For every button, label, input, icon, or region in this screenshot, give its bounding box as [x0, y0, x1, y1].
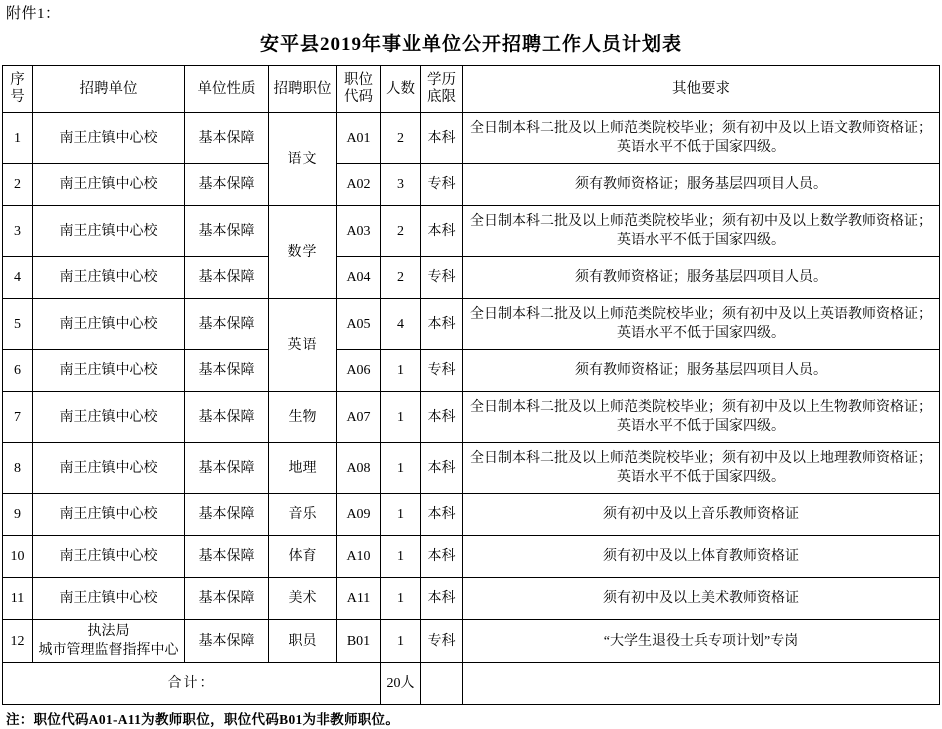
table-row: [3, 392, 940, 443]
cell-nature: 基本保障: [185, 494, 269, 536]
cell-code: A03: [337, 206, 381, 257]
cell-post-merged-chinese: 语文: [269, 113, 337, 206]
header-education: [421, 66, 463, 113]
cell-nature: 基本保障: [185, 392, 269, 443]
cell-number: 2: [381, 113, 421, 164]
cell-code: A10: [337, 536, 381, 578]
cell-nature: 基本保障: [185, 113, 269, 164]
cell-education: 专科: [421, 164, 463, 206]
header-seq-text: 序号: [10, 71, 25, 105]
cell-code: B01: [337, 620, 381, 663]
cell-seq: 1: [3, 113, 33, 164]
cell-education: 本科: [421, 206, 463, 257]
cell-education: 本科: [421, 443, 463, 494]
header-code-text: 职位代码: [344, 71, 373, 105]
cell-education: 专科: [421, 350, 463, 392]
total-value: 20人: [381, 663, 421, 705]
cell-number: 1: [381, 350, 421, 392]
cell-number: 3: [381, 164, 421, 206]
cell-education: 本科: [421, 113, 463, 164]
table-row: [3, 494, 940, 536]
cell-unit: 南王庄镇中心校: [33, 113, 185, 164]
cell-other: 全日制本科二批及以上师范类院校毕业；须有初中及以上英语教师资格证；英语水平不低于国家四级。: [463, 299, 940, 350]
cell-code: A07: [337, 392, 381, 443]
cell-nature: 基本保障: [185, 164, 269, 206]
cell-code: A09: [337, 494, 381, 536]
cell-nature: 基本保障: [185, 257, 269, 299]
cell-seq: 9: [3, 494, 33, 536]
cell-seq: 8: [3, 443, 33, 494]
table-row: [3, 164, 940, 206]
cell-code: A08: [337, 443, 381, 494]
cell-education: 本科: [421, 494, 463, 536]
total-other-empty: [463, 663, 940, 705]
cell-number: 2: [381, 206, 421, 257]
header-code: [337, 66, 381, 113]
cell-seq: 2: [3, 164, 33, 206]
cell-nature: 基本保障: [185, 350, 269, 392]
cell-unit: 南王庄镇中心校: [33, 257, 185, 299]
total-label: 合计：: [3, 663, 381, 705]
cell-nature: 基本保障: [185, 578, 269, 620]
cell-education: 专科: [421, 620, 463, 663]
cell-number: 1: [381, 392, 421, 443]
cell-post-merged-math: 数学: [269, 206, 337, 299]
cell-other: 须有初中及以上美术教师资格证: [463, 578, 940, 620]
cell-other: 须有教师资格证；服务基层四项目人员。: [463, 257, 940, 299]
attachment-label: 附件1：: [6, 6, 61, 22]
cell-post-merged-english: 英语: [269, 299, 337, 392]
cell-seq: 12: [3, 620, 33, 663]
cell-post: 地理: [269, 443, 337, 494]
cell-code: A06: [337, 350, 381, 392]
cell-other: 须有初中及以上音乐教师资格证: [463, 494, 940, 536]
cell-unit: 南王庄镇中心校: [33, 536, 185, 578]
cell-nature: 基本保障: [185, 620, 269, 663]
cell-unit: 南王庄镇中心校: [33, 578, 185, 620]
cell-education: 专科: [421, 257, 463, 299]
cell-other: “大学生退役士兵专项计划”专岗: [463, 620, 940, 663]
cell-seq: 11: [3, 578, 33, 620]
cell-seq: 10: [3, 536, 33, 578]
cell-education: 本科: [421, 578, 463, 620]
cell-nature: 基本保障: [185, 536, 269, 578]
cell-unit: 南王庄镇中心校: [33, 299, 185, 350]
cell-seq: 5: [3, 299, 33, 350]
cell-unit: 南王庄镇中心校: [33, 392, 185, 443]
table-total-row: [3, 663, 940, 705]
cell-other: 须有教师资格证；服务基层四项目人员。: [463, 350, 940, 392]
cell-other: 全日制本科二批及以上师范类院校毕业；须有初中及以上数学教师资格证；英语水平不低于国家四级。: [463, 206, 940, 257]
cell-unit-line1: 执法局: [87, 624, 130, 639]
cell-seq: 3: [3, 206, 33, 257]
table-row: [3, 443, 940, 494]
cell-unit: 南王庄镇中心校: [33, 350, 185, 392]
cell-number: 1: [381, 494, 421, 536]
cell-post: 职员: [269, 620, 337, 663]
header-other: 其他要求: [463, 66, 940, 113]
header-number: 人数: [381, 66, 421, 113]
cell-post: 体育: [269, 536, 337, 578]
header-nature: 单位性质: [185, 66, 269, 113]
cell-seq: 7: [3, 392, 33, 443]
cell-other: 须有初中及以上体育教师资格证: [463, 536, 940, 578]
cell-number: 4: [381, 299, 421, 350]
cell-seq: 4: [3, 257, 33, 299]
table-row: [3, 578, 940, 620]
cell-number: 1: [381, 536, 421, 578]
cell-nature: 基本保障: [185, 299, 269, 350]
header-unit: 招聘单位: [33, 66, 185, 113]
table-row: [3, 206, 940, 257]
table-note: 注：职位代码A01-A11为教师职位，职位代码B01为非教师职位。: [6, 712, 400, 727]
cell-other: 须有教师资格证；服务基层四项目人员。: [463, 164, 940, 206]
cell-code: A01: [337, 113, 381, 164]
header-post: 招聘职位: [269, 66, 337, 113]
cell-code: A05: [337, 299, 381, 350]
cell-unit: 南王庄镇中心校: [33, 443, 185, 494]
cell-nature: 基本保障: [185, 206, 269, 257]
cell-unit: 南王庄镇中心校: [33, 494, 185, 536]
cell-seq: 6: [3, 350, 33, 392]
cell-code: A02: [337, 164, 381, 206]
cell-number: 2: [381, 257, 421, 299]
cell-education: 本科: [421, 299, 463, 350]
cell-other: 全日制本科二批及以上师范类院校毕业；须有初中及以上地理教师资格证；英语水平不低于国家四级。: [463, 443, 940, 494]
cell-number: 1: [381, 578, 421, 620]
cell-post: 生物: [269, 392, 337, 443]
table-header-row: [3, 66, 940, 113]
table-row: [3, 113, 940, 164]
cell-nature: 基本保障: [185, 443, 269, 494]
cell-post: 美术: [269, 578, 337, 620]
cell-unit: [33, 620, 185, 663]
cell-other: 全日制本科二批及以上师范类院校毕业；须有初中及以上语文教师资格证；英语水平不低于国家四级。: [463, 113, 940, 164]
cell-code: A04: [337, 257, 381, 299]
table-row: [3, 350, 940, 392]
cell-unit-line2: 城市管理监督指挥中心: [38, 643, 179, 658]
table-row: [3, 620, 940, 663]
cell-other: 全日制本科二批及以上师范类院校毕业；须有初中及以上生物教师资格证；英语水平不低于国家四级。: [463, 392, 940, 443]
page-title: 安平县2019年事业单位公开招聘工作人员计划表: [259, 34, 682, 55]
cell-education: 本科: [421, 392, 463, 443]
table-row: [3, 299, 940, 350]
cell-number: 1: [381, 443, 421, 494]
recruitment-plan-table: [2, 65, 940, 705]
cell-post: 音乐: [269, 494, 337, 536]
cell-unit: 南王庄镇中心校: [33, 206, 185, 257]
cell-code: A11: [337, 578, 381, 620]
header-education-text: 学历底限: [427, 71, 456, 105]
cell-unit: 南王庄镇中心校: [33, 164, 185, 206]
total-education-empty: [421, 663, 463, 705]
table-row: [3, 257, 940, 299]
table-row: [3, 536, 940, 578]
header-seq: [3, 66, 33, 113]
cell-education: 本科: [421, 536, 463, 578]
cell-number: 1: [381, 620, 421, 663]
